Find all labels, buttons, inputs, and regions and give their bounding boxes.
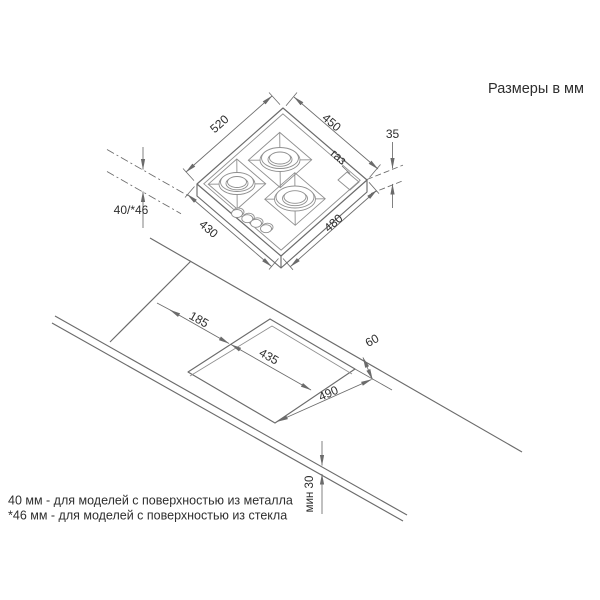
dim-185 xyxy=(157,303,229,344)
gas-label: газ xyxy=(327,146,350,168)
dim-185-label: 185 xyxy=(186,308,212,331)
footnote-glass: *46 мм - для моделей с поверхностью из стекла xyxy=(8,508,288,523)
countertop-surface xyxy=(52,238,522,521)
footnote-metal: 40 мм - для моделей с поверхностью из металла xyxy=(8,493,293,508)
dim-35 xyxy=(367,127,403,208)
dim-490-label: 490 xyxy=(316,382,341,404)
dim-480-label: 480 xyxy=(321,211,346,235)
cutout-opening xyxy=(188,319,392,423)
hob-isometric-diagram xyxy=(107,93,403,270)
dim-min-30 xyxy=(304,441,322,514)
dim-490 xyxy=(278,380,372,422)
dim-430-label: 430 xyxy=(196,217,221,241)
dim-450-label: 450 xyxy=(319,110,344,135)
dim-min-30-label: мин 30 xyxy=(304,475,316,513)
dim-60 xyxy=(363,331,382,380)
dim-435 xyxy=(231,345,311,391)
countertop-break-edge xyxy=(110,261,191,342)
dim-40-46 xyxy=(107,147,191,228)
countertop-cutout-diagram xyxy=(52,238,522,521)
dim-60-label: 60 xyxy=(362,331,382,350)
dim-520-label: 520 xyxy=(207,112,232,136)
dim-35-label: 35 xyxy=(385,127,400,141)
dim-40-46-label: 40/*46 xyxy=(113,203,149,217)
page-title: Размеры в мм xyxy=(488,81,584,97)
cutout-extension-line xyxy=(355,369,392,390)
footnotes xyxy=(8,494,293,523)
dim-435-label: 435 xyxy=(256,345,282,368)
